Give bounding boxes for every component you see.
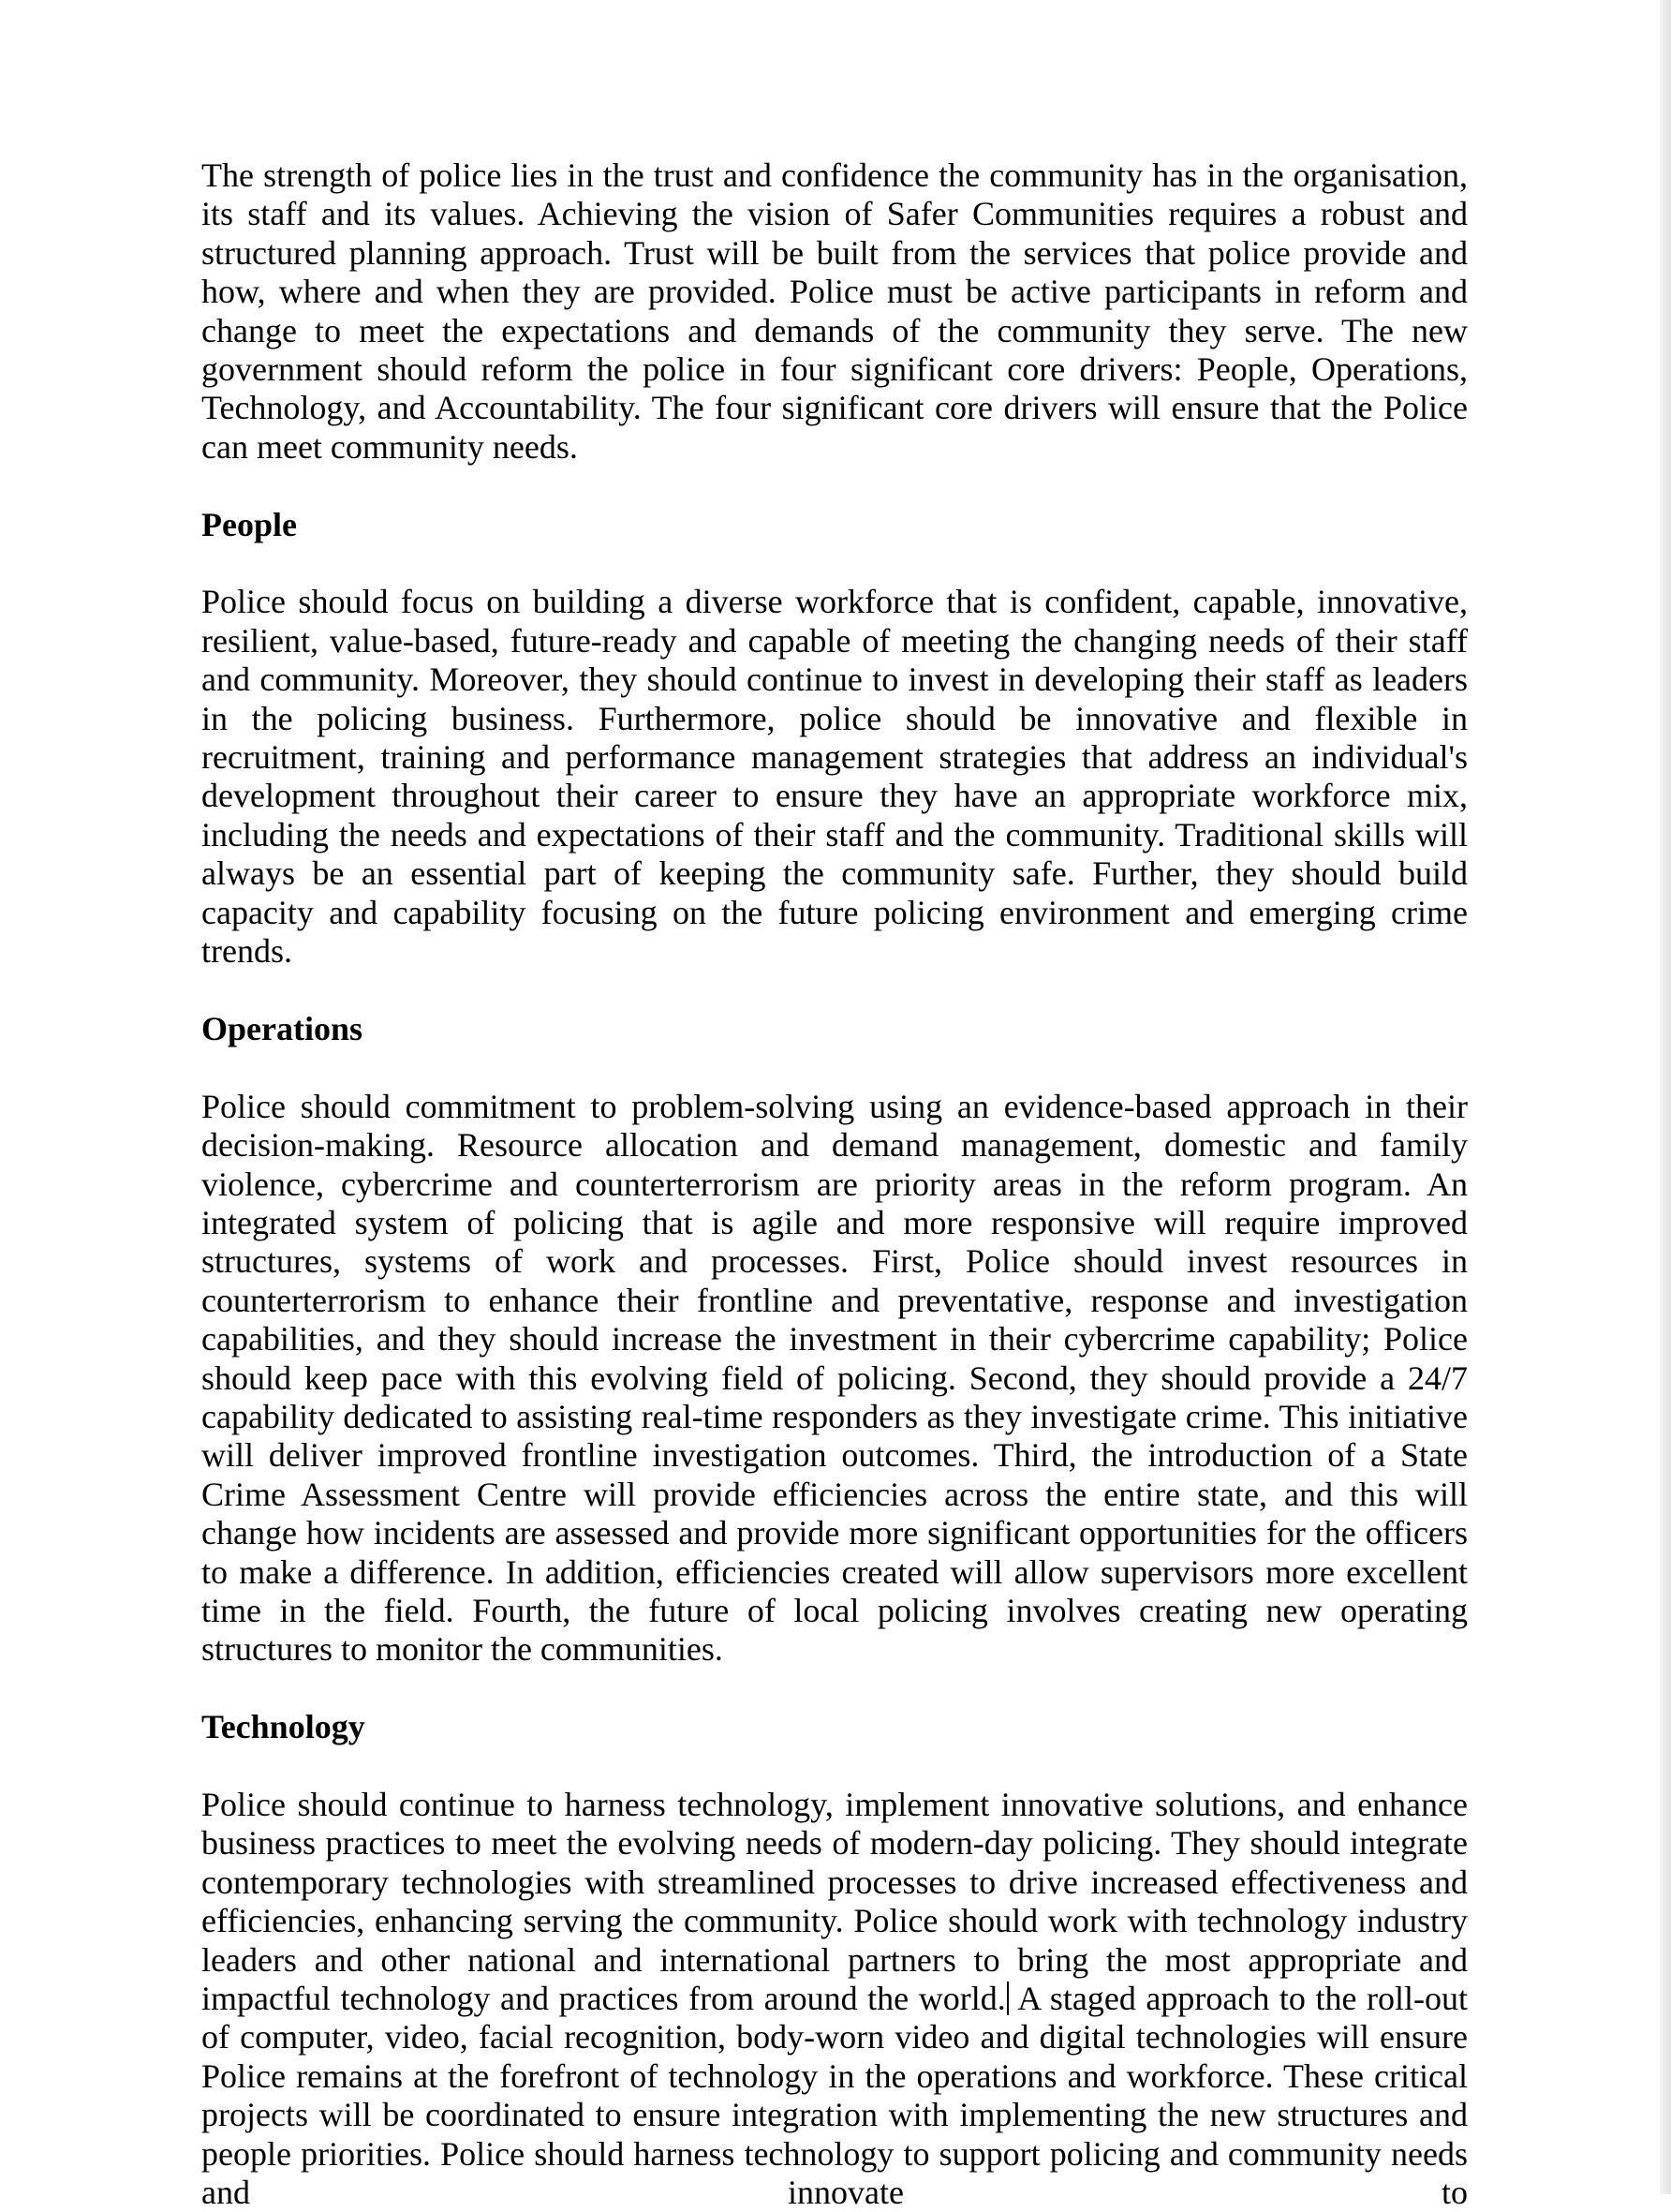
section-heading-technology <box>201 1708 1468 1746</box>
section-heading-operations <box>201 1010 1468 1048</box>
heading-people: People <box>201 505 297 543</box>
text-cursor <box>1007 1982 1009 2015</box>
technology-text-after-cursor: A staged approach to the roll-out of computer, video, facial recognition, body-worn video and digital technologies will ensure Police remains at the forefront of technology in the operations and workforce. These critical projects will be coordinated to ensure integration with implementing the new structures and people priorities. Police should harness technology to support policing and community needs and innovate to <box>201 1980 1469 2212</box>
page-edge <box>1660 0 1671 2194</box>
document-body[interactable] <box>201 156 1468 2212</box>
heading-operations: Operations <box>201 1009 363 1047</box>
technology-paragraph <box>201 1786 1468 2212</box>
people-paragraph: Police should focus on building a diverse workforce that is confident, capable, innovative, resilient, value-based, future-ready and capable of meeting the changing needs of their staff and community. Moreover, they should continue to invest in developing their staff as leaders in the policing business. Furthermore, police should be innovative and flexible in recruitment, training and performance management strategies that address an individual's development throughout their career to ensure they have an appropriate workforce mix, including the needs and expectations of their staff and the community. Traditional skills will always be an essential part of keeping the community safe. Further, they should build capacity and capability focusing on the future policing environment and emerging crime trends. <box>201 583 1468 971</box>
technology-text-before-cursor: Police should continue to harness technology, implement innovative solutions, and enhance business practices to meet the evolving needs of modern-day policing. They should integrate contemporary technologies with streamlined processes to drive increased effectiveness and efficiencies, enhancing serving the community. Police should work with technology industry leaders and other national and international partners to bring the most appropriate and impactful technology and practices from around the world. <box>201 1785 1468 2017</box>
section-heading-people <box>201 506 1468 544</box>
operations-paragraph: Police should commitment to problem-solving using an evidence-based approach in their decision-making. Resource allocation and demand management, domestic and family violence, cybercrime and counterterrorism are priority areas in the reform program. An integrated system of policing that is agile and more responsive will require improved structures, systems of work and processes. First, Police should invest resources in counterterrorism to enhance their frontline and preventative, response and investigation capabilities, and they should increase the investment in their cybercrime capability; Police should keep pace with this evolving field of policing. Second, they should provide a 24/7 capability dedicated to assisting real-time responders as they investigate crime. This initiative will deliver improved frontline investigation outcomes. Third, the introduction of a State Crime Assessment Centre will provide efficiencies across the entire state, and this will change how incidents are assessed and provide more significant opportunities for the officers to make a difference. In addition, efficiencies created will allow supervisors more excellent time in the field. Fourth, the future of local policing involves creating new operating structures to monitor the communities. <box>201 1087 1468 1669</box>
intro-paragraph: The strength of police lies in the trust and confidence the community has in the organisation, its staff and its values. Achieving the vision of Safer Communities requires a robust and structured planning approach. Trust will be built from the services that police provide and how, where and when they are provided. Police must be active participants in reform and change to meet the expectations and demands of the community they serve. The new government should reform the police in four significant core drivers: People, Operations, Technology, and Accountability. The four significant core drivers will ensure that the Police can meet community needs. <box>201 156 1468 466</box>
heading-technology: Technology <box>201 1708 365 1746</box>
